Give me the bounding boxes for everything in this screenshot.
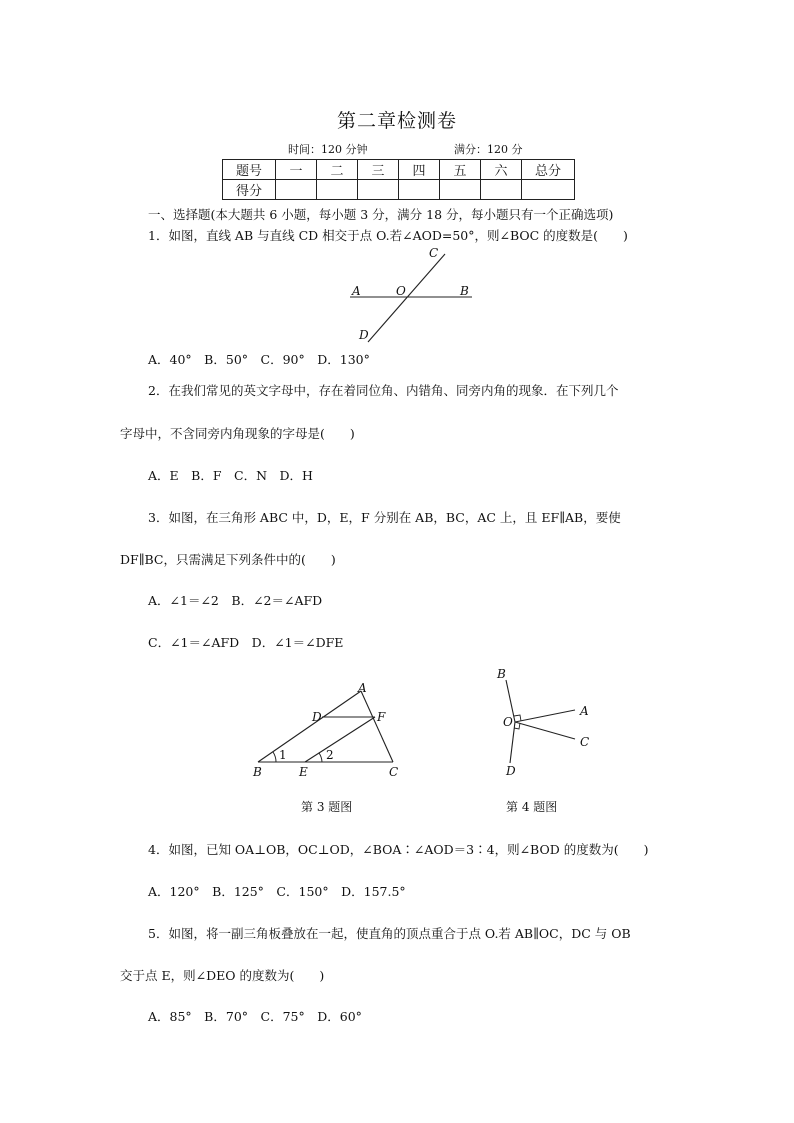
score-cell[interactable]: [358, 180, 399, 200]
point-label-c: C: [389, 765, 399, 779]
q2-options: A．E B．F C．N D．H: [148, 468, 313, 483]
ray-oa: [515, 710, 575, 722]
score-table: [222, 159, 575, 200]
score-table-header: 四: [399, 160, 440, 180]
q3-figure-caption: 第 3 题图: [301, 800, 353, 814]
angle-2-arc: [319, 753, 322, 762]
point-label-a: A: [358, 681, 367, 695]
line-cd: [368, 254, 445, 342]
angle-1-arc: [273, 752, 276, 762]
point-label-b: B: [253, 765, 262, 779]
q1-options: A．40° B．50° C．90° D．130°: [148, 352, 370, 367]
score-table-header: 总分: [522, 160, 575, 180]
angle-label-1: 1: [279, 748, 287, 762]
point-label-o: O: [396, 284, 406, 298]
score-row-label: 得分: [223, 180, 276, 200]
score-table-header: 六: [481, 160, 522, 180]
page-title: 第二章检测卷: [336, 110, 457, 132]
score-table-header: 题号: [223, 160, 276, 180]
q3-text-line2: DF∥BC，只需满足下列条件中的( ): [120, 552, 336, 567]
score-cell[interactable]: [522, 180, 575, 200]
score-cell[interactable]: [317, 180, 358, 200]
point-label-a: A: [352, 284, 361, 298]
full-score: 满分：120 分: [454, 143, 523, 156]
q2-text-line2: 字母中，不含同旁内角现象的字母是( ): [120, 426, 355, 441]
q1-figure: [340, 244, 480, 344]
point-label-d: D: [312, 710, 322, 724]
point-label-b: B: [497, 667, 506, 681]
point-label-f: F: [377, 710, 386, 724]
score-table-header-row: [223, 160, 575, 180]
section-heading: 一、选择题(本大题共 6 小题，每小题 3 分，满分 18 分，每小题只有一个正确选项): [148, 207, 614, 222]
score-cell[interactable]: [276, 180, 317, 200]
score-table-header: 一: [276, 160, 317, 180]
q4-options: A．120° B．125° C．150° D．157.5°: [148, 884, 406, 899]
point-label-c: C: [429, 246, 439, 260]
point-label-c: C: [580, 735, 590, 749]
point-label-o: O: [503, 715, 513, 729]
point-label-d: D: [359, 328, 369, 342]
score-cell[interactable]: [399, 180, 440, 200]
q1-text: 1．如图，直线 AB 与直线 CD 相交于点 O.若∠AOD=50°，则∠BOC 的度数是( ): [148, 228, 628, 243]
segment-ac: [361, 691, 393, 762]
score-table-header: 三: [358, 160, 399, 180]
q3-figure: [245, 678, 415, 783]
score-table-header: 二: [317, 160, 358, 180]
q3-options-line2: C．∠1＝∠AFD D．∠1＝∠DFE: [148, 635, 344, 650]
q5-options: A．85° B．70° C．75° D．60°: [148, 1009, 362, 1024]
segment-ab: [258, 691, 361, 762]
q4-figure: [490, 660, 600, 785]
time-limit: 时间：120 分钟: [288, 143, 368, 156]
angle-label-2: 2: [326, 748, 334, 762]
point-label-b: B: [460, 284, 469, 298]
score-cell[interactable]: [481, 180, 522, 200]
q3-text-line1: 3．如图，在三角形 ABC 中，D，E，F 分别在 AB，BC，AC 上，且 EF∥AB，要使: [148, 510, 621, 525]
ray-oc: [515, 722, 575, 739]
point-label-e: E: [299, 765, 308, 779]
q3-options-line1: A．∠1＝∠2 B．∠2＝∠AFD: [148, 593, 323, 608]
point-label-d: D: [506, 764, 516, 778]
q5-text-line2: 交于点 E，则∠DEO 的度数为( ): [120, 968, 325, 983]
score-table-score-row: [223, 180, 575, 200]
q4-figure-caption: 第 4 题图: [506, 800, 558, 814]
q4-text: 4．如图，已知 OA⊥OB，OC⊥OD，∠BOA∶∠AOD＝3∶4，则∠BOD 的度数为( ): [148, 842, 649, 857]
q5-text-line1: 5．如图，将一副三角板叠放在一起，使直角的顶点重合于点 O.若 AB∥OC，DC 与 OB: [148, 926, 631, 941]
score-cell[interactable]: [440, 180, 481, 200]
score-table-header: 五: [440, 160, 481, 180]
point-label-a: A: [580, 704, 589, 718]
q2-text-line1: 2．在我们常见的英文字母中，存在着同位角、内错角、同旁内角的现象．在下列几个: [148, 383, 619, 398]
